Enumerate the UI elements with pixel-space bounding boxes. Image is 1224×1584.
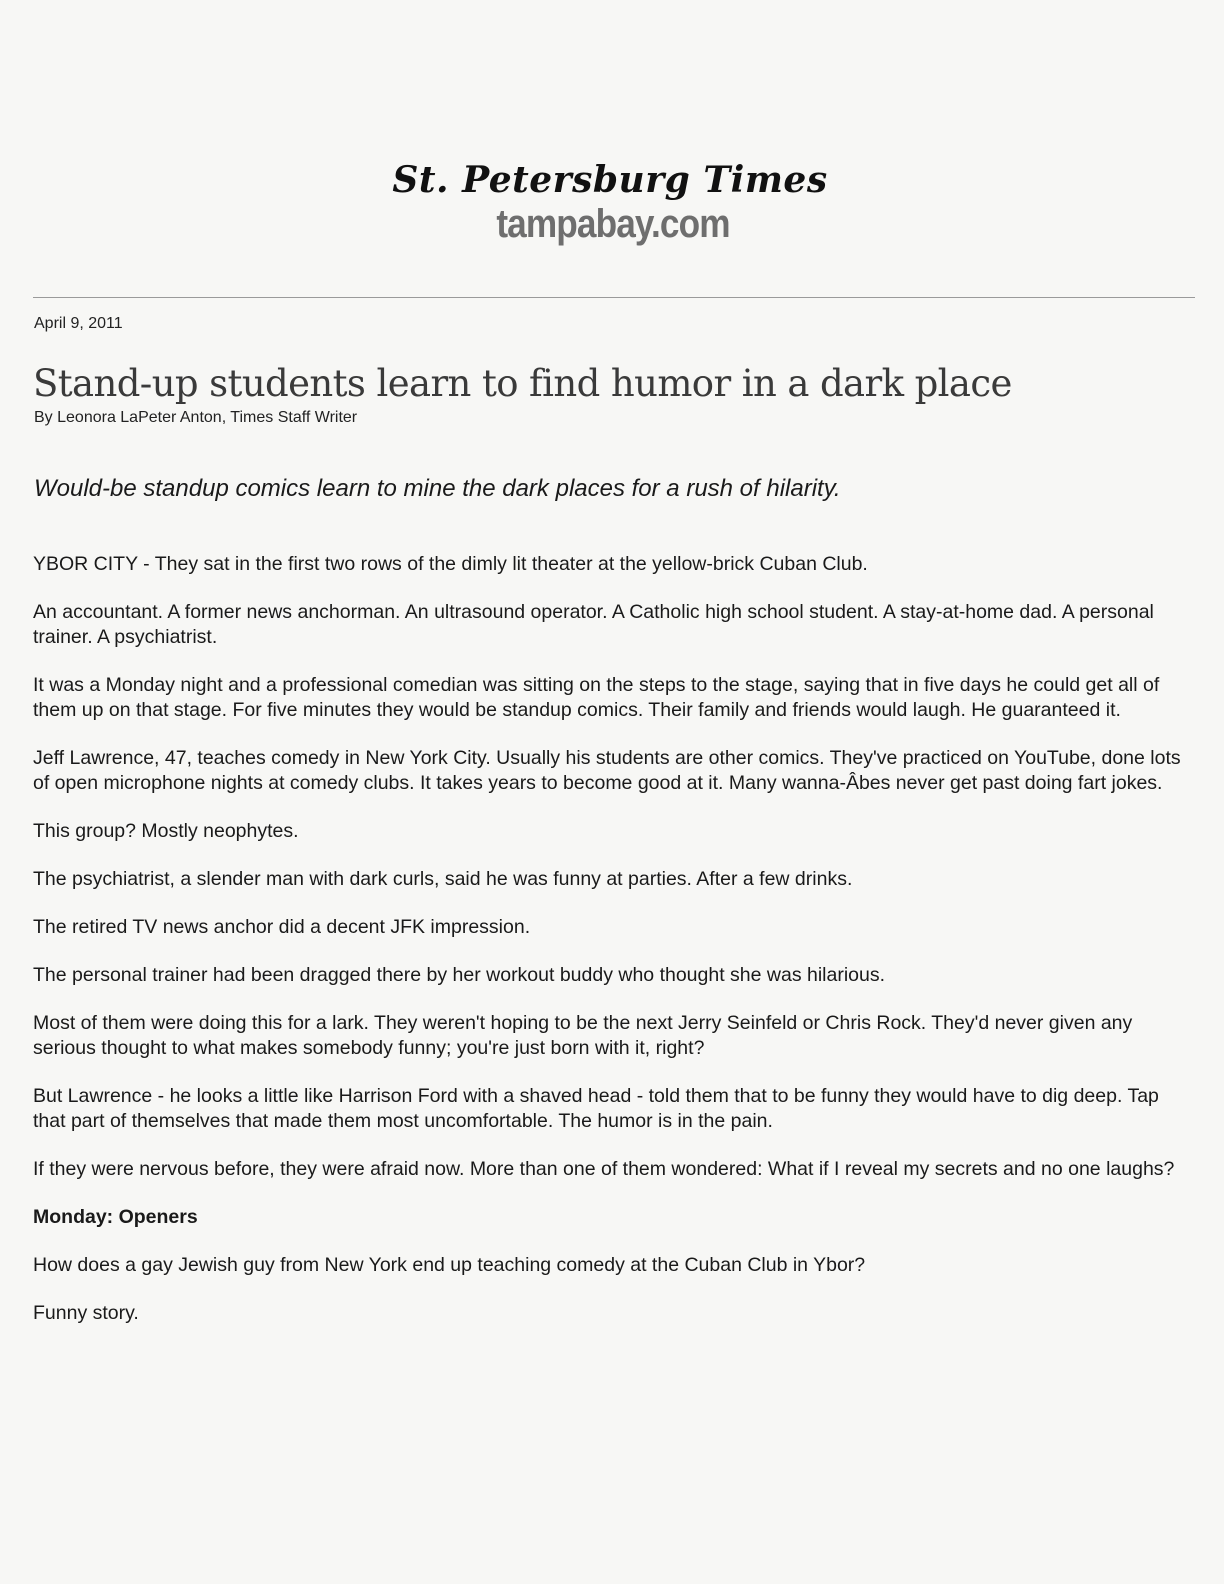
article-headline: Stand-up students learn to find humor in a dark place bbox=[33, 362, 1012, 405]
paragraph: Most of them were doing this for a lark. They weren't hoping to be the next Jerry Seinfeld or Chris Rock. They'd never given any serious thought to what makes somebody funny; you're just born with it, right? bbox=[33, 1012, 1133, 1059]
masthead-site-logo: tampabay.com bbox=[496, 202, 730, 246]
paragraph: Funny story. bbox=[33, 1302, 139, 1324]
paragraph: But Lawrence - he looks a little like Harrison Ford with a shaved head - told them that to be funny they would have to dig deep. Tap that part of themselves that made them most uncomfortable. The humor is in the pain. bbox=[33, 1085, 1159, 1132]
paragraph: The personal trainer had been dragged there by her workout buddy who thought she was hilarious. bbox=[33, 964, 886, 986]
paragraph: The psychiatrist, a slender man with dark curls, said he was funny at parties. After a few drinks. bbox=[33, 868, 853, 890]
paragraph: An accountant. A former news anchorman. An ultrasound operator. A Catholic high school student. A stay-at-home dad. A personal trainer. A psychiatrist. bbox=[33, 601, 1154, 648]
paragraph: The retired TV news anchor did a decent JFK impression. bbox=[33, 916, 531, 938]
section-subhead: Monday: Openers bbox=[33, 1206, 198, 1228]
article-body bbox=[33, 552, 1195, 1349]
paragraph: How does a gay Jewish guy from New York end up teaching comedy at the Cuban Club in Ybor? bbox=[33, 1254, 866, 1276]
paragraph: YBOR CITY - They sat in the first two rows of the dimly lit theater at the yellow-brick Cuban Club. bbox=[33, 553, 868, 575]
masthead bbox=[0, 158, 1224, 246]
article-date: April 9, 2011 bbox=[34, 315, 123, 332]
paragraph: It was a Monday night and a professional comedian was sitting on the steps to the stage, saying that in five days he could get all of them up on that stage. For five minutes they would be standup comics. Their family and friends would laugh. He guaranteed it. bbox=[33, 674, 1160, 721]
article-byline: By Leonora LaPeter Anton, Times Staff Writer bbox=[34, 409, 358, 426]
article-deck: Would-be standup comics learn to mine the dark places for a rush of hilarity. bbox=[34, 475, 841, 502]
masthead-logo: St. Petersburg Times bbox=[392, 159, 828, 201]
header-divider bbox=[33, 297, 1195, 298]
paragraph: This group? Mostly neophytes. bbox=[33, 820, 299, 842]
paragraph: Jeff Lawrence, 47, teaches comedy in New York City. Usually his students are other comics. They've practiced on YouTube, done lots of open microphone nights at comedy clubs. It takes years to become good at it. Many wanna-Âbes never get past doing fart jokes. bbox=[33, 747, 1181, 794]
paragraph: If they were nervous before, they were afraid now. More than one of them wondered: What if I reveal my secrets and no one laughs? bbox=[33, 1158, 1175, 1180]
